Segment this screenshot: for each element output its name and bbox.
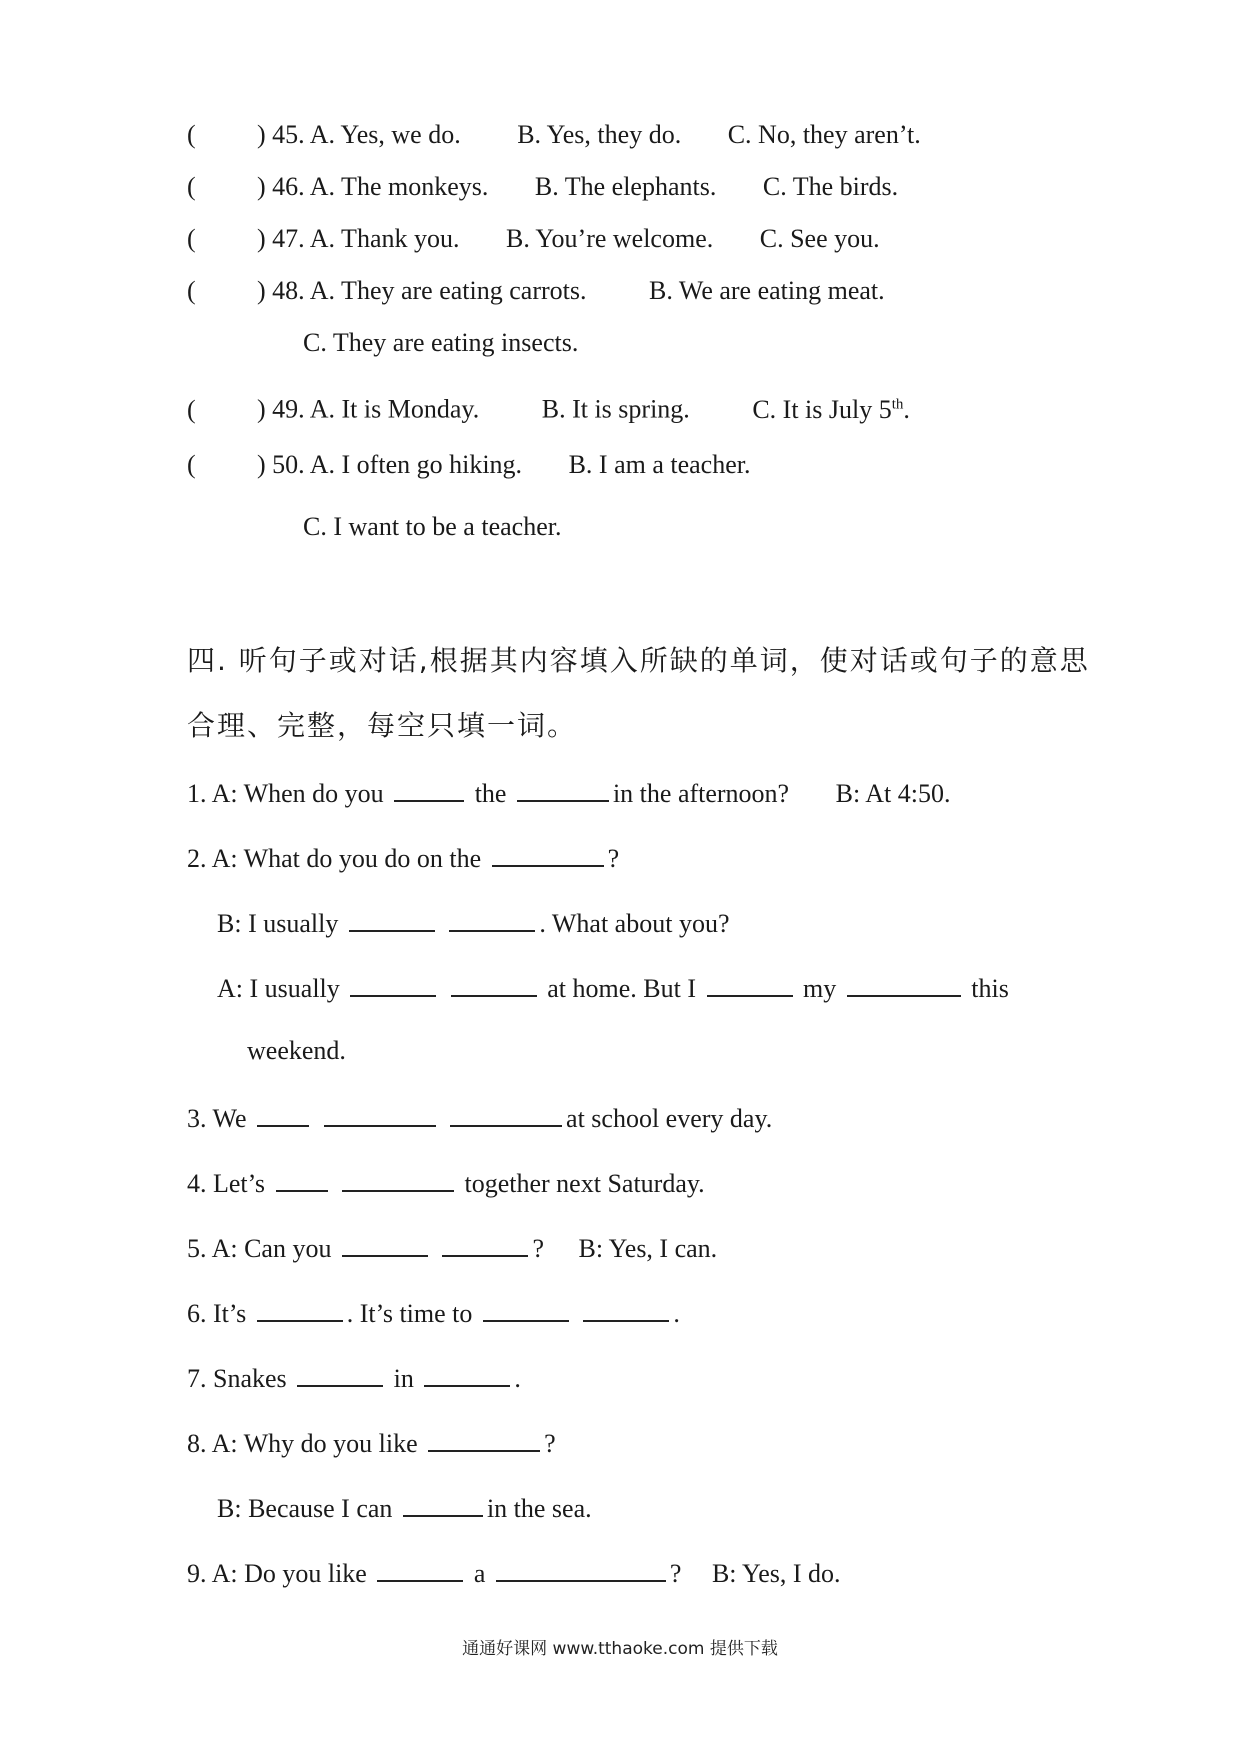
option-b: B. We are eating meat. xyxy=(648,276,885,305)
answer-blank[interactable] xyxy=(350,971,436,997)
item-text: ? xyxy=(544,1429,556,1458)
option-a: A. They are eating carrots. xyxy=(309,276,587,305)
answer-blank[interactable] xyxy=(451,971,537,997)
item-text: A: I usually xyxy=(217,974,340,1003)
item-text: ? xyxy=(532,1234,544,1263)
fill-item-2b xyxy=(217,906,729,939)
answer-paren-close: ) xyxy=(257,224,266,253)
item-text: 9. A: Do you like xyxy=(187,1559,367,1588)
answer-blank[interactable] xyxy=(450,1101,562,1127)
item-text: . xyxy=(514,1364,521,1393)
option-b: B. It is spring. xyxy=(541,394,690,424)
item-text: in the afternoon? xyxy=(612,779,790,808)
item-text: 2. A: What do you do on the xyxy=(187,844,482,873)
question-50-option-c-line xyxy=(303,512,561,542)
answer-paren-close: ) xyxy=(257,172,266,201)
answer-paren-close: ) xyxy=(257,450,266,479)
item-text: together next Saturday. xyxy=(464,1169,705,1198)
question-48 xyxy=(187,276,885,306)
answer-paren-open: ( xyxy=(187,224,196,253)
answer-blank[interactable] xyxy=(324,1101,436,1127)
item-text: . What about you? xyxy=(539,909,730,938)
fill-item-3 xyxy=(187,1101,772,1134)
answer-paren-open: ( xyxy=(187,276,196,305)
answer-paren-open: ( xyxy=(187,172,196,201)
question-47 xyxy=(187,224,880,254)
answer-blank[interactable] xyxy=(424,1361,510,1387)
item-text: 4. Let’s xyxy=(187,1169,265,1198)
item-text: B: Because I can xyxy=(217,1494,393,1523)
option-a: A. Yes, we do. xyxy=(309,120,461,149)
answer-blank[interactable] xyxy=(276,1166,328,1192)
item-text: a xyxy=(473,1559,486,1588)
page-footer: 通通好课网 www.tthaoke.com 提供下载 xyxy=(462,1639,778,1659)
item-text: ? xyxy=(669,1559,682,1588)
fill-item-2d xyxy=(247,1036,346,1066)
section-4-title-line1: 四. 听句子或对话,根据其内容填入所缺的单词，使对话或句子的意思 xyxy=(187,644,1090,677)
item-text: 3. We xyxy=(187,1104,247,1133)
question-45 xyxy=(187,120,921,150)
fill-item-2c xyxy=(217,971,1009,1004)
option-c: C. I want to be a teacher. xyxy=(303,512,562,541)
answer-blank[interactable] xyxy=(442,1231,528,1257)
option-a: A. I often go hiking. xyxy=(309,450,523,479)
answer-blank[interactable] xyxy=(342,1166,454,1192)
option-c: C. See you. xyxy=(759,224,880,253)
answer-paren-open: ( xyxy=(187,450,196,479)
item-text: B: I usually xyxy=(217,909,339,938)
fill-item-6 xyxy=(187,1296,680,1329)
option-c: C. The birds. xyxy=(762,172,899,201)
item-text: 8. A: Why do you like xyxy=(187,1429,418,1458)
item-text: at school every day. xyxy=(566,1104,773,1133)
item-text: at home. But I xyxy=(547,974,697,1003)
answer-paren-close: ) xyxy=(257,120,266,149)
fill-item-9 xyxy=(187,1556,841,1589)
item-text: weekend. xyxy=(247,1036,346,1065)
question-50 xyxy=(187,450,750,480)
option-b: B. Yes, they do. xyxy=(517,120,682,149)
item-text: in the sea. xyxy=(486,1494,592,1523)
fill-item-4 xyxy=(187,1166,705,1199)
answer-blank[interactable] xyxy=(847,971,961,997)
answer-blank[interactable] xyxy=(349,906,435,932)
answer-blank[interactable] xyxy=(583,1296,669,1322)
item-text: my xyxy=(803,974,837,1003)
answer-blank[interactable] xyxy=(377,1556,463,1582)
question-46 xyxy=(187,172,898,202)
question-number: 46. xyxy=(272,172,305,201)
answer-blank[interactable] xyxy=(342,1231,428,1257)
question-number: 48. xyxy=(272,276,305,305)
answer-blank[interactable] xyxy=(496,1556,666,1582)
option-b: B. You’re welcome. xyxy=(505,224,714,253)
option-a: A. Thank you. xyxy=(309,224,460,253)
section-4-title-line2: 合理、完整，每空只填一词。 xyxy=(187,709,578,742)
option-c: C. It is July 5th. xyxy=(752,394,910,424)
fill-item-7 xyxy=(187,1361,521,1394)
fill-item-8b xyxy=(217,1491,592,1524)
answer-blank[interactable] xyxy=(428,1426,540,1452)
answer-blank[interactable] xyxy=(492,841,604,867)
fill-item-5 xyxy=(187,1231,717,1264)
answer-paren-close: ) xyxy=(257,394,266,424)
answer-paren-open: ( xyxy=(187,394,196,424)
question-48-option-c-line xyxy=(303,328,578,358)
answer-blank[interactable] xyxy=(403,1491,483,1517)
answer-blank[interactable] xyxy=(707,971,793,997)
fill-item-8a xyxy=(187,1426,556,1459)
answer-blank[interactable] xyxy=(257,1101,309,1127)
item-text: this xyxy=(971,974,1009,1003)
question-number: 50. xyxy=(272,450,305,479)
answer-blank[interactable] xyxy=(517,776,609,802)
item-text: 7. Snakes xyxy=(187,1364,287,1393)
item-text: . It’s time to xyxy=(346,1299,473,1328)
item-text: 1. A: When do you xyxy=(187,779,384,808)
item-text: B: Yes, I can. xyxy=(578,1234,718,1263)
option-b: B. I am a teacher. xyxy=(568,450,751,479)
option-a: A. The monkeys. xyxy=(309,172,489,201)
question-number: 47. xyxy=(272,224,305,253)
item-text: B: At 4:50. xyxy=(835,779,951,808)
answer-blank[interactable] xyxy=(257,1296,343,1322)
option-a: A. It is Monday. xyxy=(309,394,480,424)
item-text: B: Yes, I do. xyxy=(711,1559,841,1588)
item-text: . xyxy=(673,1299,680,1328)
option-c: C. They are eating insects. xyxy=(303,328,579,357)
item-text: the xyxy=(474,779,507,808)
answer-blank[interactable] xyxy=(483,1296,569,1322)
fill-item-2a xyxy=(187,841,619,874)
question-49 xyxy=(187,389,910,425)
option-c: C. No, they aren’t. xyxy=(727,120,921,149)
item-text: in xyxy=(393,1364,414,1393)
answer-paren-open: ( xyxy=(187,120,196,149)
question-number: 45. xyxy=(272,120,305,149)
option-b: B. The elephants. xyxy=(534,172,717,201)
item-text: ? xyxy=(607,844,620,873)
item-text: 6. It’s xyxy=(187,1299,247,1328)
answer-blank[interactable] xyxy=(394,776,464,802)
answer-paren-close: ) xyxy=(257,276,266,305)
answer-blank[interactable] xyxy=(297,1361,383,1387)
question-number: 49. xyxy=(272,394,305,424)
fill-item-1 xyxy=(187,776,950,809)
item-text: 5. A: Can you xyxy=(187,1234,332,1263)
answer-blank[interactable] xyxy=(449,906,535,932)
